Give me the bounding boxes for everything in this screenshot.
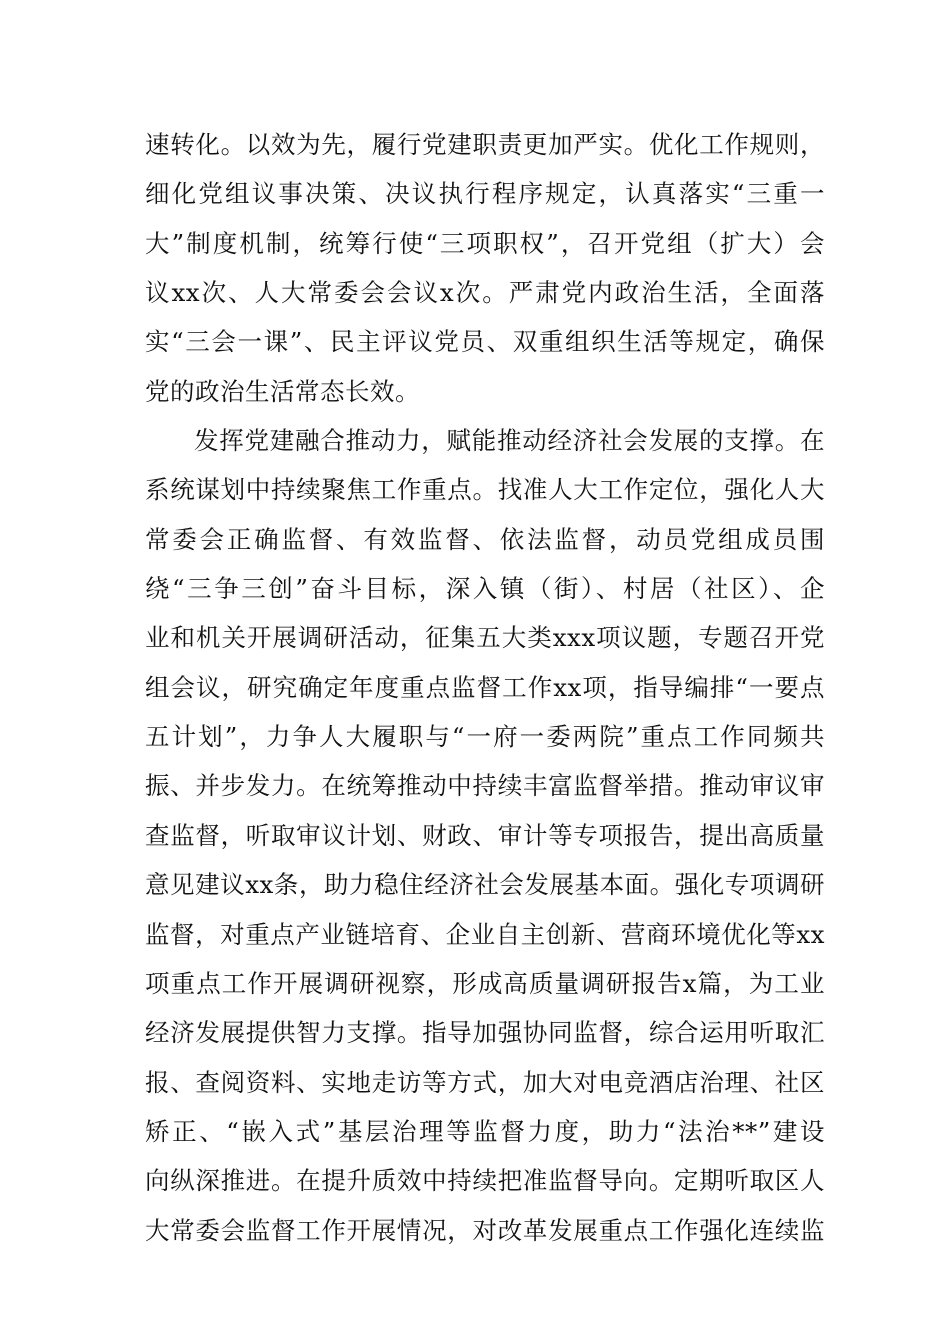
paragraph [145, 120, 825, 416]
text-line: 速转化。以效为先，履行党建职责更加严实。优化工作规则， [145, 130, 825, 159]
text-line: 查监督，听取审议计划、财政、审计等专项报告，提出高质量 [145, 820, 825, 850]
paragraph [145, 416, 825, 1255]
text-line: 组会议，研究确定年度重点监督工作xx项，指导编排“一要点 [145, 672, 825, 702]
text-line: 项重点工作开展调研视察，形成高质量调研报告x篇，为工业 [145, 968, 825, 998]
text-line: 绕“三争三创”奋斗目标，深入镇（街）、村居（社区）、企 [145, 574, 825, 604]
text-line: 常委会正确监督、有效监督、依法监督，动员党组成员围 [145, 524, 825, 554]
text-line: 向纵深推进。在提升质效中持续把准监督导向。定期听取区人 [145, 1166, 825, 1196]
text-line: 细化党组议事决策、决议执行程序规定，认真落实“三重一 [145, 179, 825, 209]
text-line: 报、查阅资料、实地走访等方式，加大对电竞酒店治理、社区 [145, 1067, 825, 1097]
text-line: 大”制度机制，统筹行使“三项职权”，召开党组（扩大）会 [145, 228, 825, 258]
text-line: 意见建议xx条，助力稳住经济社会发展基本面。强化专项调研 [145, 870, 825, 900]
text-line: 发挥党建融合推动力，赋能推动经济社会发展的支撑。在 [194, 426, 825, 456]
text-line: 党的政治生活常态长效。 [145, 376, 420, 406]
text-line: 矫正、“嵌入式”基层治理等监督力度，助力“法治**”建设 [145, 1116, 825, 1146]
text-line: 五计划”，力争人大履职与“一府一委两院”重点工作同频共 [145, 722, 825, 752]
text-line: 监督，对重点产业链培育、企业自主创新、营商环境优化等xx [145, 919, 825, 949]
text-line: 经济发展提供智力支撑。指导加强协同监督，综合运用听取汇 [145, 1018, 825, 1048]
text-line: 系统谋划中持续聚焦工作重点。找准人大工作定位，强化人大 [145, 475, 825, 505]
text-line: 振、并步发力。在统筹推动中持续丰富监督举措。推动审议审 [145, 771, 825, 801]
document-body [145, 120, 825, 1255]
text-line: 业和机关开展调研活动，征集五大类xxx项议题，专题召开党 [145, 623, 825, 653]
text-line: 大常委会监督工作开展情况，对改革发展重点工作强化连续监 [145, 1215, 825, 1245]
text-line: 议xx次、人大常委会会议x次。严肃党内政治生活，全面落 [145, 278, 825, 308]
text-line: 实“三会一课”、民主评议党员、双重组织生活等规定，确保 [145, 327, 825, 357]
